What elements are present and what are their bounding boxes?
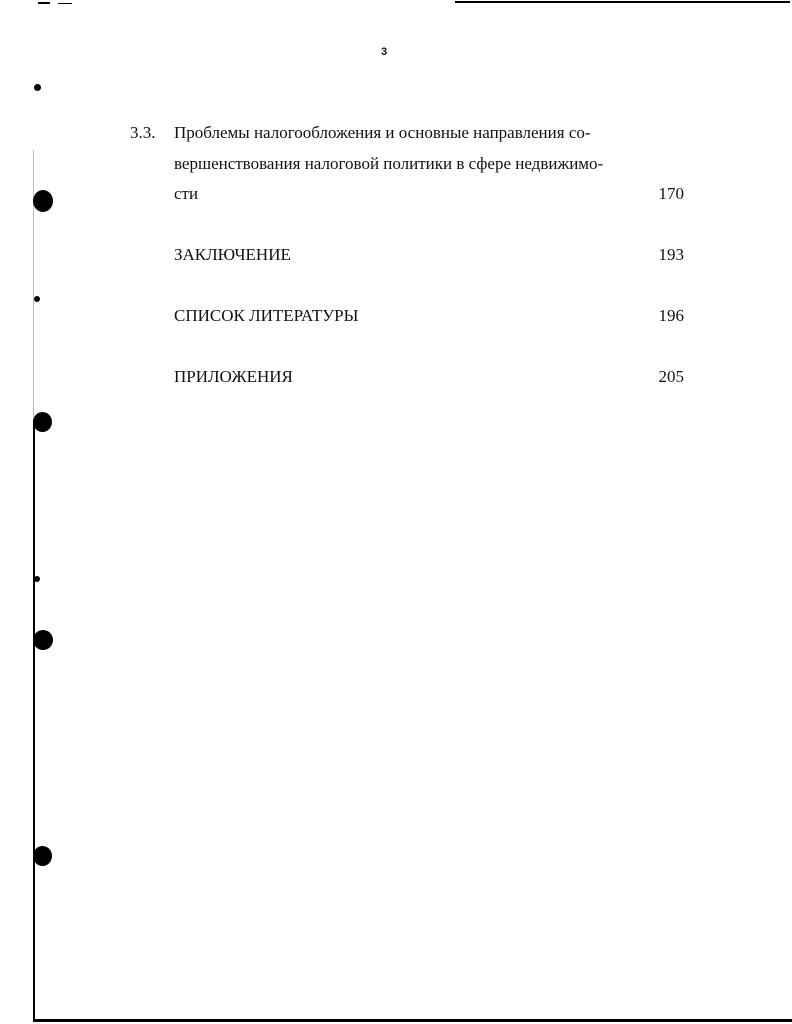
toc-entry-references: СПИСОК ЛИТЕРАТУРЫ (174, 306, 359, 325)
punch-hole (33, 190, 53, 212)
binding-edge-line (33, 420, 35, 1020)
scan-top-mark-left-2 (58, 3, 72, 4)
toc-entry-appendices-page: 205 (658, 367, 684, 386)
punch-hole (34, 296, 40, 302)
toc-entry-conclusion: ЗАКЛЮЧЕНИЕ (174, 245, 291, 264)
toc-entry-references-page: 196 (658, 306, 684, 325)
scan-top-rule (455, 1, 790, 3)
toc-section-page: 170 (658, 184, 684, 203)
scan-top-mark-left (38, 2, 50, 4)
punch-hole (34, 84, 41, 91)
toc-section-title-line-2: вершенствования налоговой политики в сфере недвижимо- (174, 154, 604, 173)
binding-edge-line-faint (33, 150, 34, 420)
page-number: 3 (381, 46, 388, 58)
toc-section-title-line-1: Проблемы налогообложения и основные направления со- (174, 123, 591, 142)
punch-hole (33, 630, 53, 650)
punch-hole (33, 412, 52, 432)
toc-section-title-line-3: сти (174, 184, 199, 203)
scan-bottom-edge (33, 1019, 792, 1022)
toc-section-number: 3.3. (130, 123, 156, 142)
toc-entry-appendices: ПРИЛОЖЕНИЯ (174, 367, 293, 386)
punch-hole (33, 846, 52, 866)
toc-entry-conclusion-page: 193 (658, 245, 684, 264)
